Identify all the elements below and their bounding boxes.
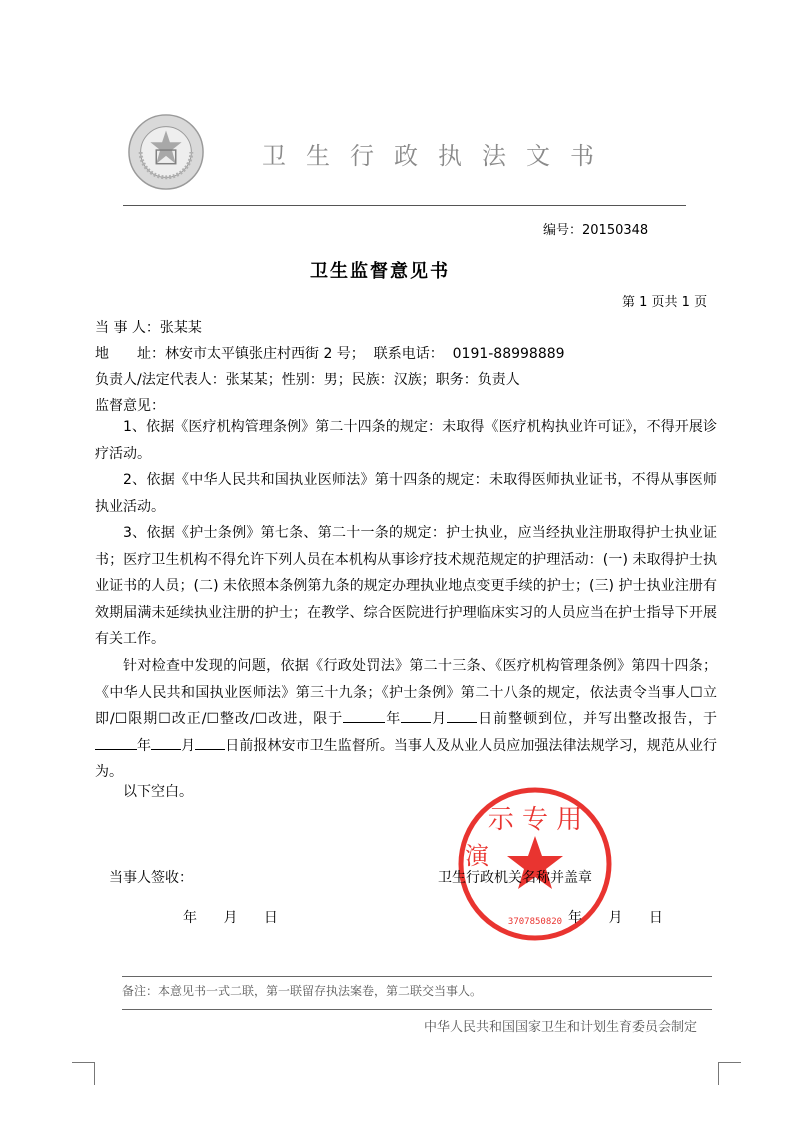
month-blank-2[interactable] bbox=[151, 735, 181, 750]
month-label-2: 月 bbox=[181, 737, 196, 754]
opinion-label: 监督意见： bbox=[95, 398, 165, 414]
phone-label: 联系电话： bbox=[373, 346, 444, 362]
month-label-1: 月 bbox=[431, 711, 448, 727]
org-sign-date: 年 月 日 bbox=[568, 910, 663, 926]
paragraph-4-part-b: 日前整顿到位，并写出整改报告，于 bbox=[477, 711, 718, 727]
phone-value: 0191-88998889 bbox=[452, 346, 565, 362]
header-title: 卫生行政执法文书 bbox=[262, 142, 614, 170]
stamp-text-top: 示 专 用 bbox=[487, 805, 583, 835]
stamp-text-left: 演 bbox=[465, 842, 489, 870]
party-name: 当 事 人：张某某 bbox=[95, 320, 202, 336]
party-signature-label: 当事人签收： bbox=[109, 870, 193, 886]
address-label: 地 址： bbox=[95, 346, 165, 362]
document-title: 卫生监督意见书 bbox=[310, 261, 450, 282]
party-sign-date: 年 月 日 bbox=[183, 910, 278, 926]
opinion-paragraph-2: 2、依据《中华人民共和国执业医师法》第十四条的规定：未取得医师执业证书，不得从事医师执业活动。 bbox=[95, 472, 717, 515]
month-blank-1[interactable] bbox=[401, 708, 431, 723]
blank-notice: 以下空白。 bbox=[123, 784, 193, 800]
opinion-paragraph-1: 1、依据《医疗机构管理条例》第二十四条的规定：未取得《医疗机构执业许可证》，不得开展诊疗活动。 bbox=[95, 419, 717, 462]
address-value: 林安市太平镇张庄村西街 2 号； bbox=[165, 346, 365, 362]
page-corner-mark-left bbox=[72, 1062, 95, 1085]
party-address-line bbox=[95, 343, 565, 363]
page-corner-mark-right bbox=[718, 1062, 741, 1085]
opinion-paragraph-4 bbox=[95, 653, 717, 786]
opinion-paragraph-3: 3、依据《护士条例》第七条、第二十一条的规定：护士执业，应当经执业注册取得护士执业证书；医疗卫生机构不得允许下列人员在本机构从事诊疗技术规范规定的护理活动：(一) 未取得护士执业证书的人员；(二) 未依照本条例第九条的规定办理执业地点变更手续的护士；(三) 护士执业注册有效期届满未延续执业注册的护士；在教学、综合医院进行护理临床实习的人员应当在护士指导下开展有关工作。 bbox=[95, 525, 717, 647]
day-blank-1[interactable] bbox=[447, 708, 477, 723]
day-blank-2[interactable] bbox=[195, 735, 225, 750]
page-info: 第 1 页共 1 页 bbox=[622, 295, 708, 310]
health-commission-emblem-icon bbox=[127, 113, 205, 191]
header-divider bbox=[123, 205, 686, 206]
stamp-serial: 3707850820 bbox=[507, 917, 563, 927]
paragraph-4-part-c: 日前报林安市卫生监督所。当事人及从业人员应加强法律法规学习，规范从业行为。 bbox=[95, 737, 718, 780]
footer-issuer: 中华人民共和国国家卫生和计划生育委员会制定 bbox=[424, 1020, 698, 1035]
year-blank-2[interactable] bbox=[95, 735, 137, 750]
year-label-1: 年 bbox=[385, 711, 402, 727]
paragraph-4-part-a: 针对检查中发现的问题，依据《行政处罚法》第二十三条、《医疗机构管理条例》第四十四条；《中华人民共和国执业医师法》第三十九条；《护士条例》第二十八条的规定，依法责令当事人☐立即/☐限期☐改正/☐整改/☐改进，限于 bbox=[95, 658, 717, 727]
party-representative: 负责人/法定代表人：张某某；性别：男；民族：汉族；职务：负责人 bbox=[95, 372, 520, 388]
remarks-note: 备注：本意见书一式二联，第一联留存执法案卷，第二联交当事人。 bbox=[122, 984, 483, 998]
org-signature-label: 卫生行政机关名称并盖章 bbox=[438, 870, 592, 886]
year-blank-1[interactable] bbox=[343, 708, 385, 723]
note-top-divider bbox=[122, 976, 712, 977]
year-label-2: 年 bbox=[137, 737, 152, 754]
note-bottom-divider bbox=[122, 1009, 712, 1010]
document-number: 编号：20150348 bbox=[543, 223, 649, 238]
